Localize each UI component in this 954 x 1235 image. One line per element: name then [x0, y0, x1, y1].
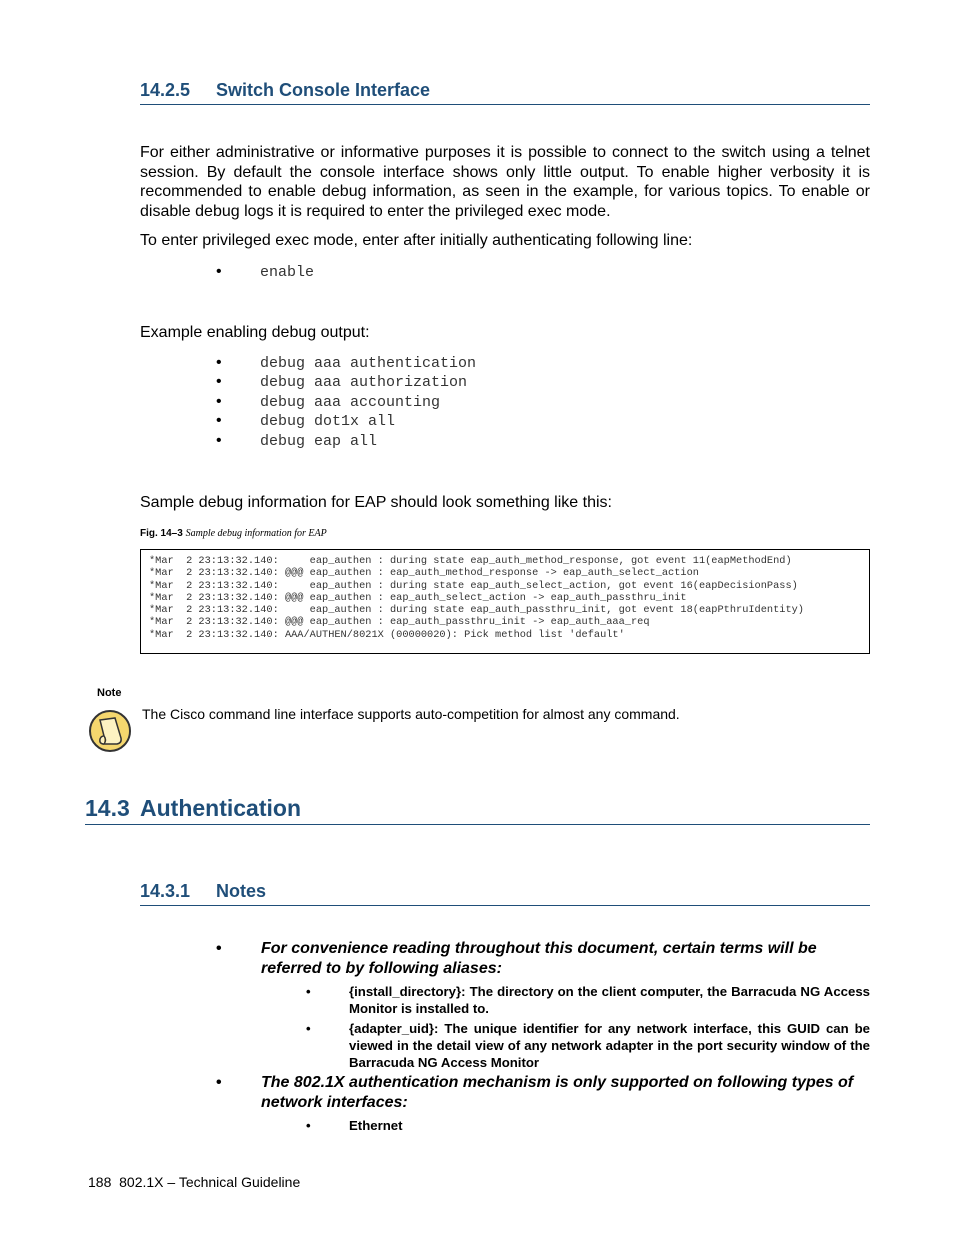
command-text: enable: [260, 264, 315, 281]
note-label: Note: [97, 687, 122, 699]
bullet-text: Ethernet: [349, 1118, 403, 1133]
list-item: [306, 1117, 870, 1134]
bullet-icon: •: [216, 412, 222, 429]
bullet-text: The 802.1X authentication mechanism is only supported on following types of network interfaces:: [261, 1074, 854, 1111]
command-text: debug aaa authentication: [260, 355, 477, 372]
command-text: debug dot1x all: [260, 413, 396, 430]
list-item: [216, 372, 467, 392]
list-item: [216, 262, 314, 282]
figure-caption-text: Sample debug information for EAP: [185, 528, 327, 539]
example-label: Example enabling debug output:: [140, 324, 370, 341]
section-heading-switch-console: [140, 78, 870, 105]
command-text: debug aaa authorization: [260, 374, 468, 391]
section-number: 14.3.1: [140, 881, 191, 901]
debug-log-box: [140, 549, 870, 654]
bullet-text: {adapter_uid}: The unique identifier for any network interface, this GUID can be viewed in the detail view of any network adapter in the port security window of the Barracuda NG Access Monitor: [349, 1021, 870, 1070]
list-item: [216, 1073, 870, 1113]
bullet-text: {install_directory}: The directory on the client computer, the Barracuda NG Access Monitor is installed to.: [349, 984, 870, 1016]
figure-label: Fig. 14–3: [140, 528, 183, 539]
log-line: *Mar 2 23:13:32.140: AAA/AUTHEN/8021X (00000020): Pick method list 'default': [149, 628, 625, 641]
log-line: *Mar 2 23:13:32.140: @@@ eap_authen : eap_auth_method_response -> eap_auth_select_action: [149, 567, 699, 580]
log-line: *Mar 2 23:13:32.140: eap_authen : during state eap_auth_select_action, got event 16(eapDecisionPass): [149, 579, 798, 592]
bullet-icon: •: [306, 984, 311, 999]
bullet-icon: •: [216, 393, 222, 410]
section-number: 14.2.5: [140, 80, 191, 100]
bullet-icon: •: [216, 354, 222, 371]
section-title: Switch Console Interface: [216, 80, 431, 100]
section-title: Notes: [216, 881, 267, 901]
section-number: 14.3: [85, 795, 130, 821]
page-footer: [88, 1173, 300, 1191]
list-item: [216, 411, 395, 431]
command-text: debug aaa accounting: [260, 394, 441, 411]
privileged-paragraph: To enter privileged exec mode, enter after initially authenticating following line:: [140, 232, 693, 249]
list-item: [216, 353, 476, 373]
bullet-icon: •: [216, 940, 222, 957]
section-title: Authentication: [140, 795, 301, 821]
list-item: [306, 1020, 870, 1071]
section-heading-notes: [140, 879, 870, 906]
section-heading-authentication: [85, 794, 870, 825]
bullet-icon: •: [216, 1074, 222, 1091]
bullet-text: For convenience reading throughout this document, certain terms will be referred to by following aliases:: [261, 940, 817, 977]
bullet-icon: •: [216, 432, 222, 449]
log-line: *Mar 2 23:13:32.140: @@@ eap_authen : eap_auth_passthru_init -> eap_auth_aaa_req: [149, 616, 650, 629]
footer-title: 802.1X – Technical Guideline: [119, 1174, 301, 1190]
list-item: [216, 431, 377, 451]
note-text: The Cisco command line interface supports auto-competition for almost any command.: [142, 706, 680, 722]
list-item: [306, 983, 870, 1017]
list-item: [216, 392, 440, 412]
bullet-icon: •: [216, 263, 222, 280]
intro-paragraph: For either administrative or informative purposes it is possible to connect to the switch using a telnet session. By default the console interface shows only little output. To enable higher verbosity it is recommended to enable debug information, as seen in the example, for various topics. To enable or disable debug logs it is required to enter the privileged exec mode.: [140, 144, 870, 220]
list-item: [216, 939, 870, 979]
bullet-icon: •: [216, 373, 222, 390]
log-line: *Mar 2 23:13:32.140: @@@ eap_authen : eap_auth_select_action -> eap_auth_passthru_init: [149, 591, 687, 604]
note-paper-icon: [88, 709, 132, 753]
figure-caption: [140, 528, 327, 539]
log-line: *Mar 2 23:13:32.140: eap_authen : during state eap_auth_passthru_init, got event 18(eapPthruIdentity): [149, 604, 804, 617]
command-text: debug eap all: [260, 433, 378, 450]
page-number: 188: [88, 1174, 112, 1190]
bullet-icon: •: [306, 1118, 311, 1133]
bullet-icon: •: [306, 1021, 311, 1036]
log-line: *Mar 2 23:13:32.140: eap_authen : during state eap_auth_method_response, got event 11(eapMethodEnd): [149, 555, 792, 567]
sample-paragraph: Sample debug information for EAP should look something like this:: [140, 494, 612, 511]
